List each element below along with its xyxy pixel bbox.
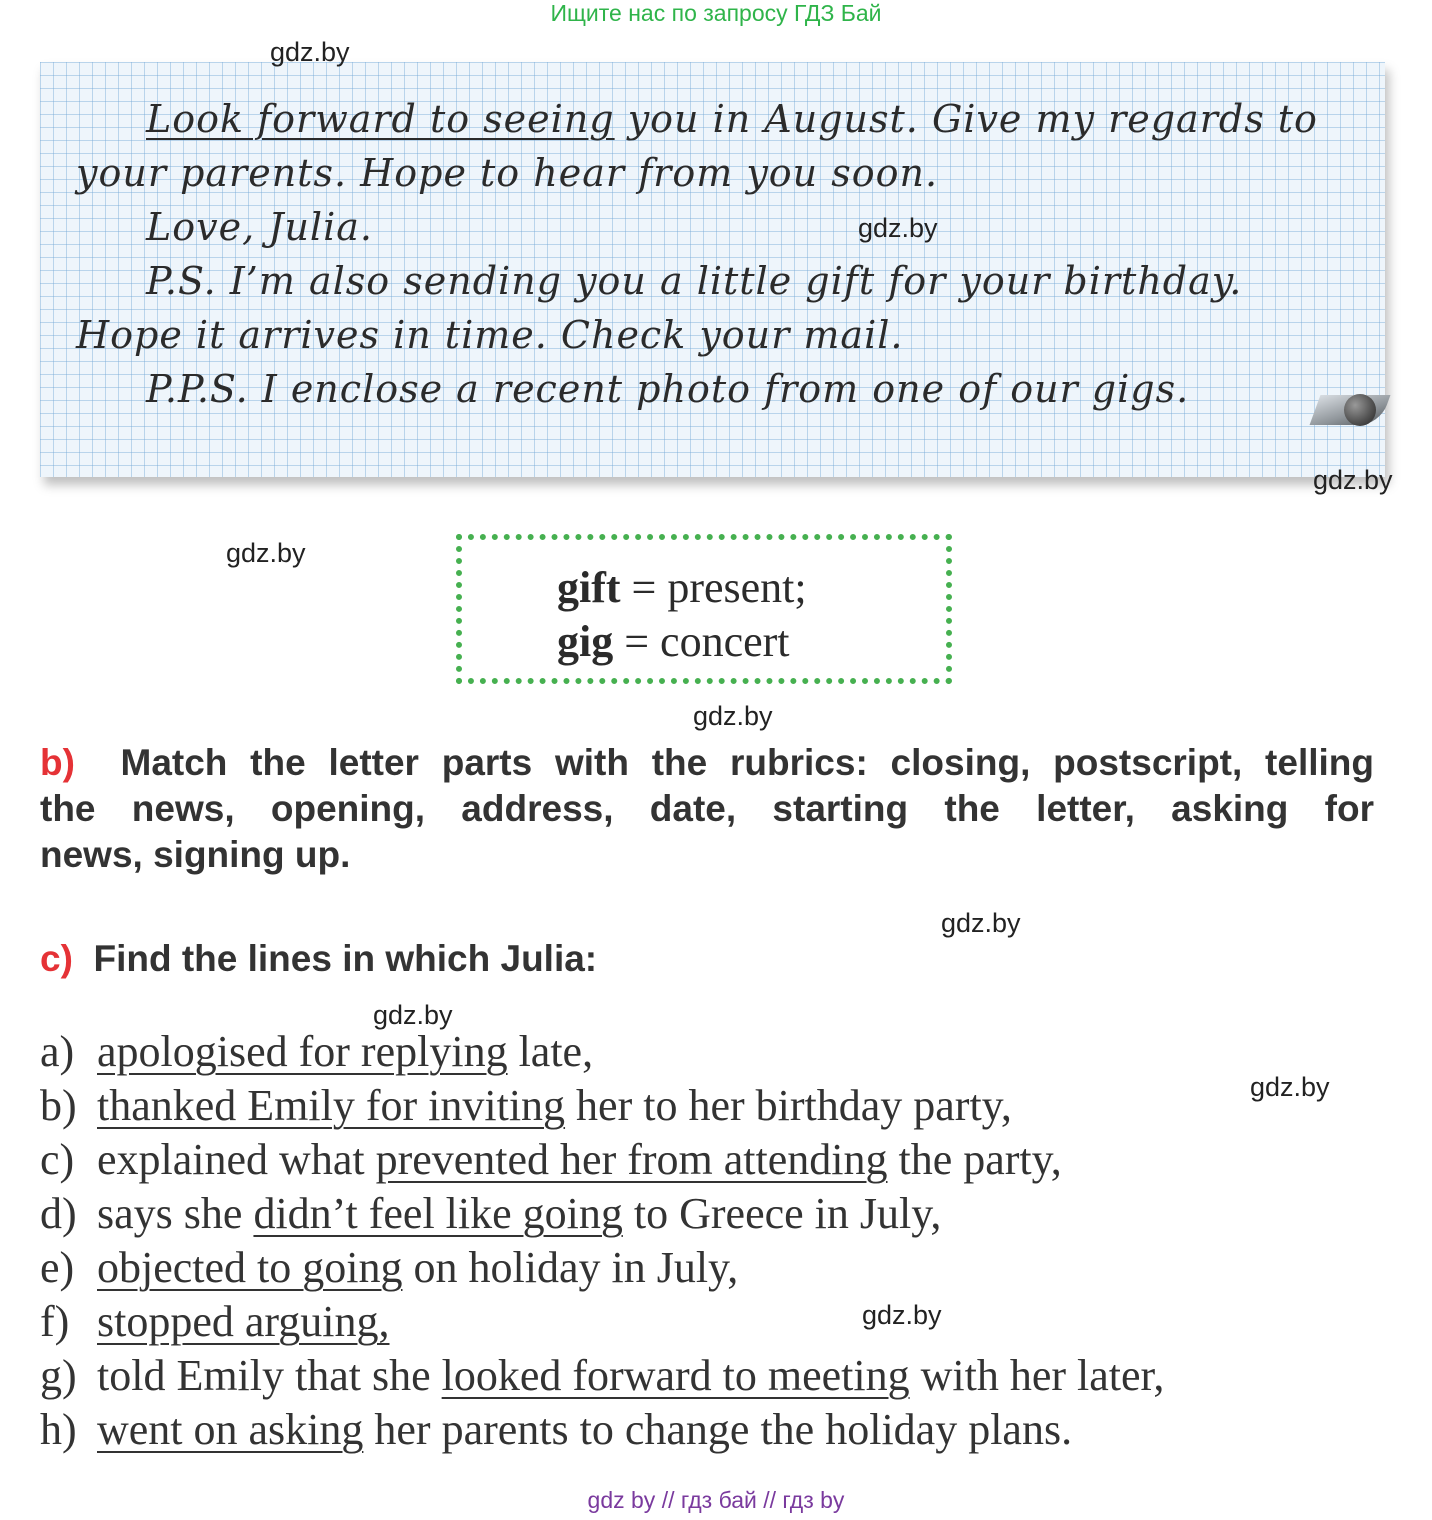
- watermark: gdz.by: [270, 37, 350, 67]
- top-banner[interactable]: Ищите нас по запросу ГДЗ Бай: [550, 0, 882, 26]
- watermark: gdz.by: [226, 538, 306, 568]
- watermark: gdz.by: [941, 908, 1021, 938]
- letter-line-1: Look forward to seeing you in August. Give my regards to: [146, 97, 1318, 141]
- list-item: h) went on asking her parents to change the holiday plans.: [40, 1405, 1073, 1454]
- watermark: gdz.by: [373, 1000, 453, 1030]
- watermark: gdz.by: [862, 1300, 942, 1330]
- list-item: d) says she didn’t feel like going to Greece in July,: [40, 1189, 942, 1238]
- list-item: f) stopped arguing,: [40, 1297, 390, 1346]
- watermark: gdz.by: [858, 213, 938, 243]
- task-c-label: c): [40, 938, 73, 979]
- list-item: c) explained what prevented her from attending the party,: [40, 1135, 1062, 1184]
- task-c-heading: c) Find the lines in which Julia:: [40, 938, 598, 979]
- letter-line-6: P.P.S. I enclose a recent photo from one of our gigs.: [146, 367, 1190, 411]
- letter-line-2: your parents. Hope to hear from you soon.: [76, 151, 939, 195]
- list-item: b) thanked Emily for inviting her to her birthday party,: [40, 1081, 1012, 1130]
- letter-line-3: Love, Julia.: [146, 205, 373, 249]
- list-item: e) objected to going on holiday in July,: [40, 1243, 739, 1292]
- glossary-entry: gig = concert: [557, 617, 790, 666]
- letter-line-5: Hope it arrives in time. Check your mail.: [76, 313, 904, 357]
- pin-icon: [1344, 394, 1376, 426]
- watermark: gdz.by: [1250, 1072, 1330, 1102]
- list-item: g) told Emily that she looked forward to meeting with her later,: [40, 1351, 1165, 1400]
- task-b-line-2: the news, opening, address, date, starting the letter, asking for: [40, 788, 1374, 829]
- watermark: gdz.by: [1313, 465, 1393, 495]
- watermark: gdz.by: [693, 701, 773, 731]
- glossary-entry: gift = present;: [557, 563, 807, 612]
- letter-line-4: P.S. I’m also sending you a little gift for your birthday.: [146, 259, 1243, 303]
- task-b-label: b): [40, 742, 75, 783]
- footer-links[interactable]: gdz by // гдз бай // гдз by: [587, 1487, 845, 1513]
- task-b-line-1: b) Match the letter parts with the rubrics: closing, postscript, telling: [40, 742, 1374, 783]
- task-b-line-3: news, signing up.: [40, 834, 351, 875]
- list-item: a) apologised for replying late,: [40, 1027, 594, 1076]
